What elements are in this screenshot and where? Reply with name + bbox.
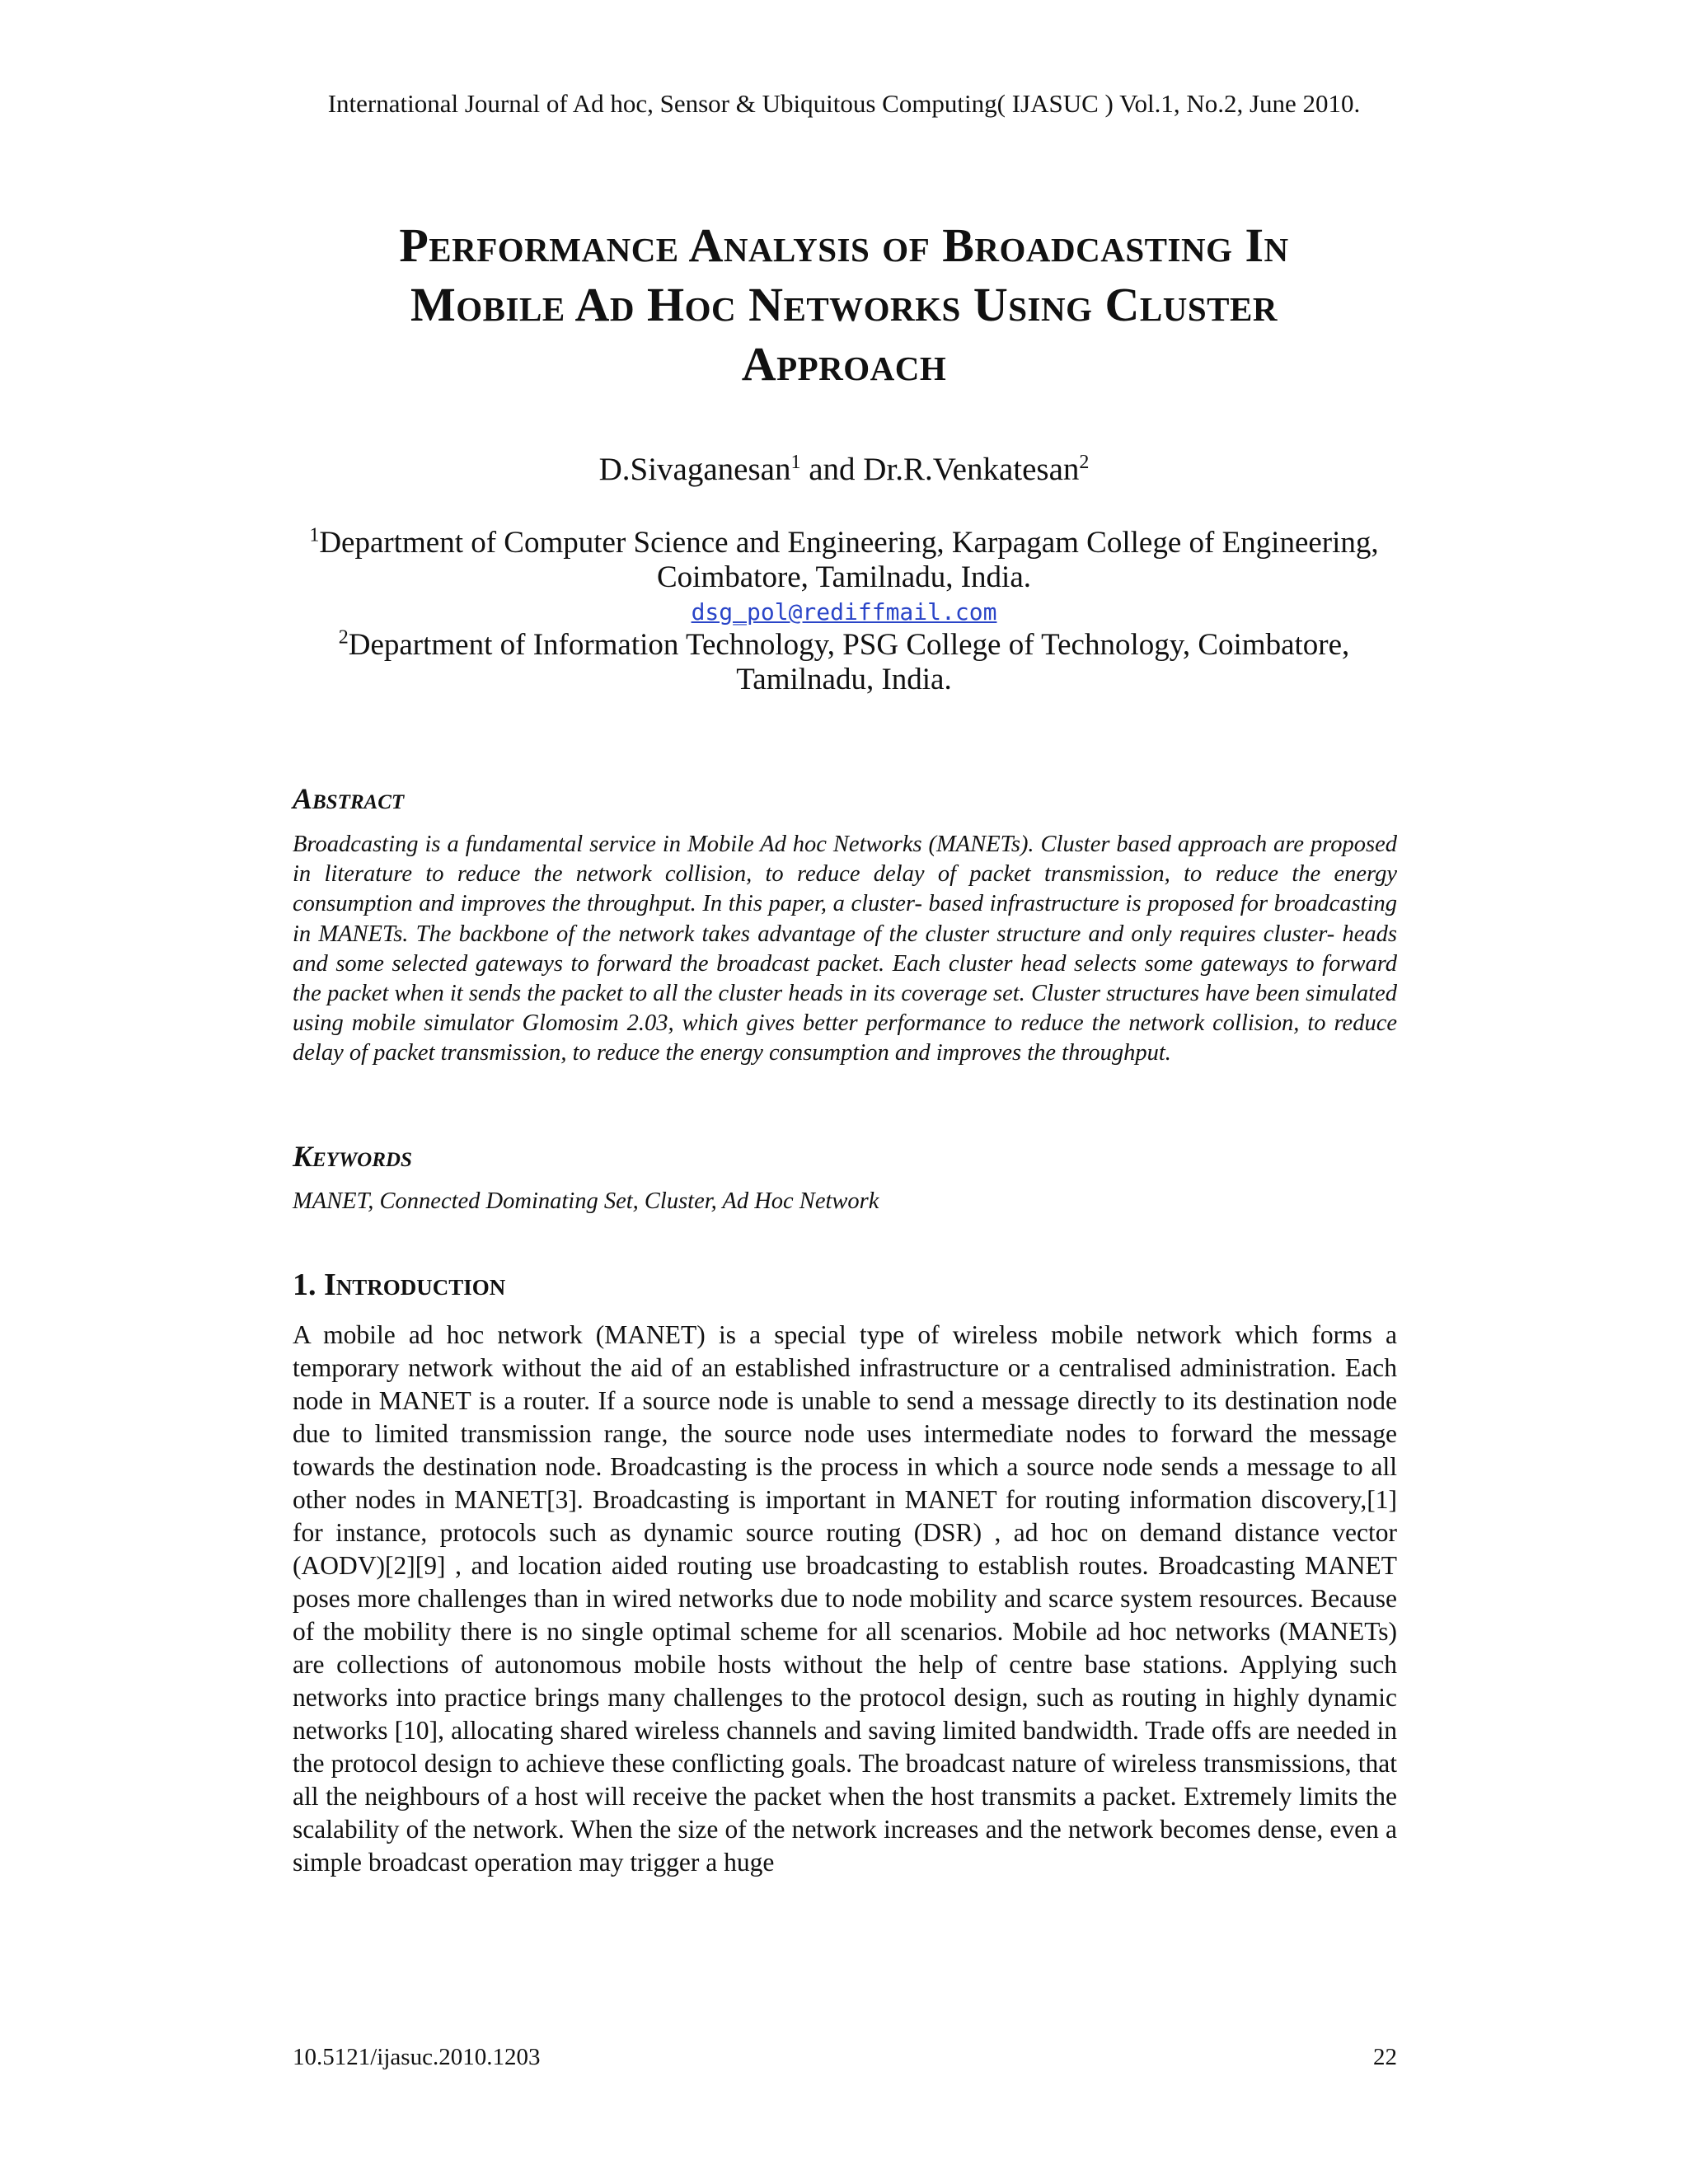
title-line-2: Mobile Ad Hoc Networks Using Cluster [410, 278, 1278, 331]
introduction-heading: 1. Introduction [293, 1268, 506, 1302]
abstract-heading: Abstract [293, 782, 405, 815]
running-header: International Journal of Ad hoc, Sensor & Ubiquitous Computing( IJASUC ) Vol.1, No.2, June 2010. [327, 89, 1361, 118]
affiliation-1-line-2: Coimbatore, Tamilnadu, India. [657, 560, 1031, 594]
affiliation-2-line-2: Tamilnadu, India. [736, 663, 952, 696]
affiliation-1-mark: 1 [309, 524, 320, 546]
affiliation-1 [247, 526, 1441, 595]
keywords-heading: Keywords [293, 1140, 412, 1173]
affiliation-2 [247, 628, 1441, 697]
footer-doi: 10.5121/ijasuc.2010.1203 [293, 2044, 541, 2070]
title-line-3: Approach [741, 337, 947, 391]
affiliation-1-line-1: Department of Computer Science and Engineering, Karpagam College of Engineering, [319, 526, 1379, 560]
title-line-1: Performance Analysis of Broadcasting In [399, 218, 1289, 272]
affiliation-2-mark: 2 [338, 626, 349, 649]
introduction-body: A mobile ad hoc network (MANET) is a special type of wireless mobile network which forms a temporary network without the aid of an established infrastructure or a centralised administration. Each node in MANET is a router. If a source node is unable to send a message directly to its destination node due to limited transmission range, the source node uses intermediate nodes to forward the message towards the destination node. Broadcasting is the process in which a source node sends a message to all other nodes in MANET[3]. Broadcasting is important in MANET for routing information discovery,[1] for instance, protocols such as dynamic source routing (DSR) , ad hoc on demand distance vector (AODV)[2][9] , and location aided routing use broadcasting to establish routes. Broadcasting MANET poses more challenges than in wired networks due to node mobility and scarce system resources. Because of the mobility there is no single optimal scheme for all scenarios. Mobile ad hoc networks (MANETs) are collections of autonomous mobile hosts without the help of centre base stations. Applying such networks into practice brings many challenges to the protocol design, such as routing in highly dynamic networks [10], allocating shared wireless channels and saving limited bandwidth. Trade offs are needed in the protocol design to achieve these conflicting goals. The broadcast nature of wireless transmissions, that all the neighbours of a host will receive the packet when the host transmits a packet. Extremely limits the scalability of the network. When the size of the network increases and the network becomes dense, even a simple broadcast operation may trigger a huge [293, 1320, 1397, 1877]
author-email-link[interactable]: dsg_pol@rediffmail.com [691, 598, 997, 626]
affiliation-2-line-1: Department of Information Technology, PSG College of Technology, Coimbatore, [348, 628, 1350, 662]
abstract-body: Broadcasting is a fundamental service in Mobile Ad hoc Networks (MANETs). Cluster based approach are proposed in literature to reduce the network collision, to reduce delay of packet transmission, to reduce the energy consumption and improves the throughput. In this paper, a cluster- based infrastructure is proposed for broadcasting in MANETs. The backbone of the network takes advantage of the cluster structure and only requires cluster- heads and some selected gateways to forward the broadcast packet. Each cluster head selects some gateways to forward the packet when it sends the packet to all the cluster heads in its coverage set. Cluster structures have been simulated using mobile simulator Glomosim 2.03, which gives better performance to reduce the network collision, to reduce delay of packet transmission, to reduce the energy consumption and improves the throughput. [293, 832, 1397, 1066]
author-conjunction: and [800, 452, 864, 487]
author-list [0, 451, 1688, 488]
keywords-body: MANET, Connected Dominating Set, Cluster, Ad Hoc Network [293, 1188, 879, 1214]
paper-title [247, 216, 1441, 394]
page-number: 22 [1373, 2044, 1397, 2070]
author-name-1: D.Sivaganesan [598, 452, 791, 487]
author-1-affiliation-mark: 1 [790, 452, 801, 473]
author-name-2: Dr.R.Venkatesan [863, 452, 1080, 487]
author-2-affiliation-mark: 2 [1079, 452, 1090, 473]
